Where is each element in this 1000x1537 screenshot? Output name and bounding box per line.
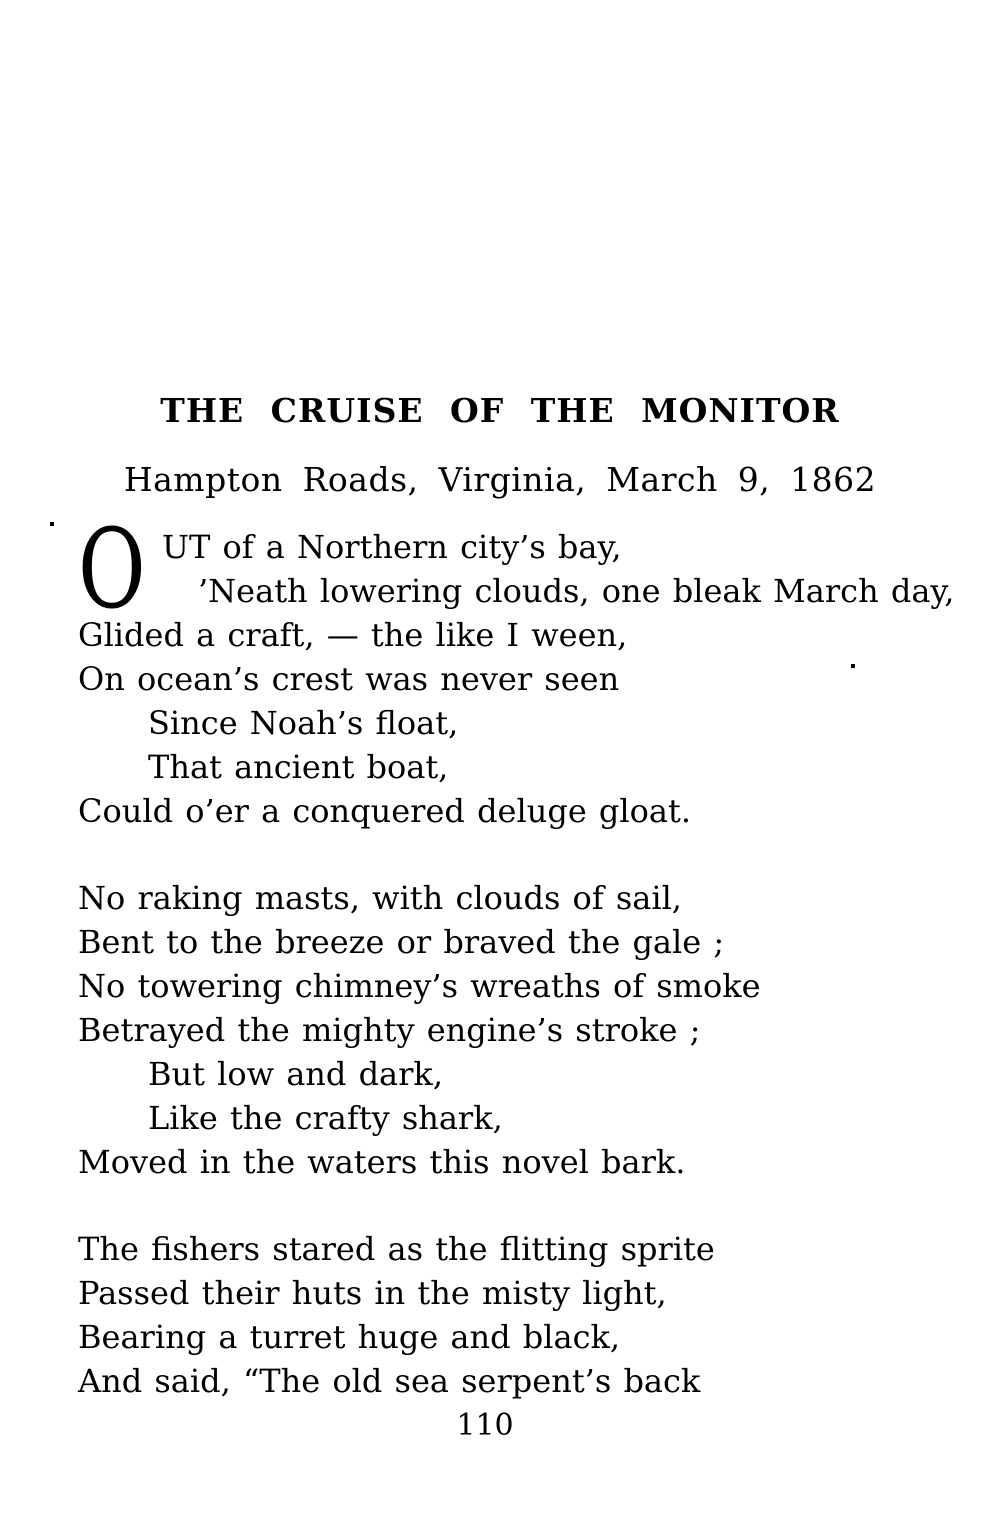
poem-line: Moved in the waters this novel bark.	[78, 1143, 686, 1181]
stanza-2	[78, 876, 1000, 1184]
poem-line: Since Noah’s float,	[148, 704, 459, 742]
poem-title: THE CRUISE OF THE MONITOR	[160, 391, 840, 430]
drop-cap-letter: O	[78, 505, 146, 633]
drop-cap	[78, 505, 148, 633]
poem-line: Could o’er a conquered deluge gloat.	[78, 792, 692, 830]
poem-line: The fishers stared as the flitting sprite	[78, 1230, 715, 1268]
poem-body	[78, 505, 1000, 1403]
poem-line: But low and dark,	[148, 1055, 443, 1093]
poem-line: No raking masts, with clouds of sail,	[78, 879, 682, 917]
poem-line: Passed their huts in the misty light,	[78, 1274, 667, 1312]
stanza-3	[78, 1227, 1000, 1403]
poem-line: ’Neath lowering clouds, one bleak March day,	[198, 572, 955, 610]
poem-line: Like the crafty shark,	[148, 1099, 503, 1137]
poem-line: UT of a Northern city’s bay,	[162, 528, 622, 566]
poem-line: Betrayed the mighty engine’s stroke ;	[78, 1011, 701, 1049]
poem-line: No towering chimney’s wreaths of smoke	[78, 967, 761, 1005]
poem-line: Bent to the breeze or braved the gale ;	[78, 923, 725, 961]
poem-line: Bearing a turret huge and black,	[78, 1318, 621, 1356]
poem-line: On ocean’s crest was never seen	[78, 660, 620, 698]
ink-speck	[851, 664, 855, 668]
ink-speck	[50, 522, 54, 526]
poem-subtitle: Hampton Roads, Virginia, March 9, 1862	[123, 460, 877, 499]
poem-line: That ancient boat,	[148, 748, 449, 786]
stanza-1	[78, 505, 1000, 833]
poem-line: And said, “The old sea serpent’s back	[78, 1362, 701, 1400]
page-number: 110	[456, 1408, 514, 1443]
poem-line: Glided a craft, — the like I ween,	[78, 616, 628, 654]
